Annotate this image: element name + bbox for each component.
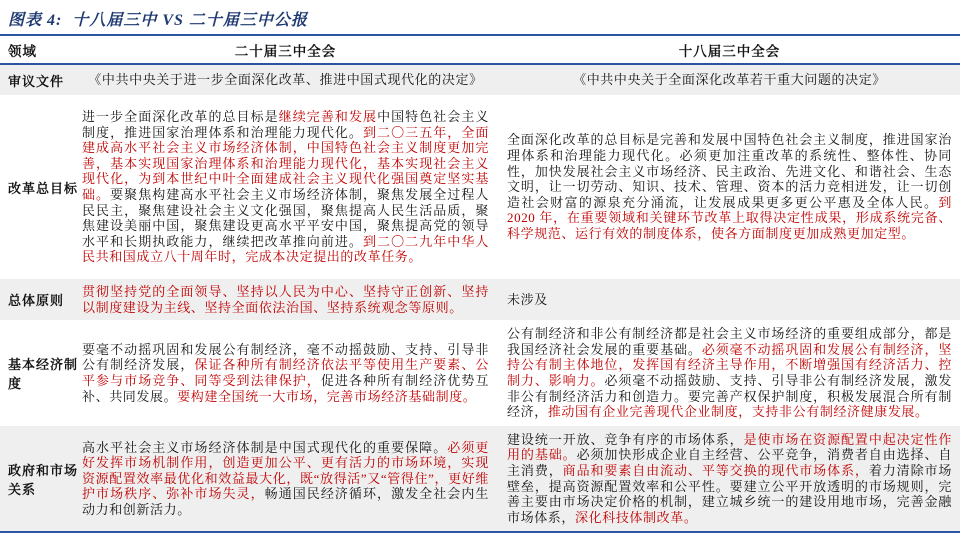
highlighted-text-segment: 到二〇三五年，全面建成高水平社会主义市场经济体制，中国特色社会主义制度更加完善，基本实现国家治理体系和治理能力现代化，基本实现社会主义现代化，为到本世纪中叶全面建成社会主义现代化强国奠定坚实基础。 <box>82 124 489 202</box>
cell-18th-plenum <box>495 279 960 320</box>
cell-18th-plenum <box>495 426 960 531</box>
row-field-text: 政府和市场关系 <box>8 462 79 497</box>
row-field-text: 总体原则 <box>8 293 65 308</box>
cell-20th-plenum <box>78 279 495 320</box>
cell-18th-plenum <box>495 65 960 95</box>
text-segment: 公有制经济和非公有制经济都是社会主义市场经济的重要组成部分，都是我国经济社会发展的重要基础。 <box>507 326 952 357</box>
text-segment: 建设统一开放、竞争有序的市场体系， <box>507 431 744 447</box>
row-field-label <box>0 65 78 95</box>
table-row-jiben <box>0 320 960 426</box>
text-segment: 全面深化改革的总目标是完善和发展中国特色社会主义制度，推进国家治理体系和治理能力现代化。必须更加注重改革的系统性、整体性、协同性，加快发展社会主义市场经济、民主政治、先进文化、和谐社会、生态文明，让一切劳动、知识、技术、管理、资本的活力竞相迸发，让一切创造社会财富的源泉充分涌流，让发展成果更多更公平惠及全体人民。 <box>507 132 952 210</box>
row-field-text: 审议文件 <box>8 73 65 89</box>
text-segment: 必须加快形成企业自主经营、公平竞争，消费者自由选择、自主消费， <box>507 447 952 478</box>
row-field-text: 基本经济制度 <box>8 357 79 391</box>
table-row-gaige <box>0 95 960 279</box>
highlighted-text-segment: 是使市场在资源配置中起决定性作用的基础。 <box>507 431 952 463</box>
highlighted-text-segment: 商品和要素自由流动、平等交换的现代市场体系， <box>562 462 869 478</box>
highlighted-text-segment: 到 2020 年，在重要领域和关键环节改革上取得决定性成果，形成系统完备、科学规范、运行有效的制度体系，使各方面制度更加成熟更加定型。 <box>507 194 952 241</box>
text-segment: 促进各种所有制经济优势互补、共同发展。 <box>82 373 490 404</box>
text-segment: 进一步全面深化改革的总目标是 <box>82 109 279 125</box>
highlighted-text-segment: 继续完善和发展 <box>278 109 378 125</box>
text-segment: 中国特色社会主义制度，推进国家治理体系和治理能力现代化。 <box>82 109 490 140</box>
highlighted-text-segment: 要构建全国统一大市场，完善市场经济基础制度。 <box>177 388 477 404</box>
table-row-zhengfu <box>0 426 960 531</box>
figure-title: 图表 4: 十八届三中 VS 二十届三中公报 <box>8 12 308 29</box>
row-field-text: 改革总目标 <box>8 180 79 196</box>
table-header-row <box>0 36 960 65</box>
highlighted-text-segment: 深化科技体制改革。 <box>575 509 698 525</box>
row-field-label <box>0 279 78 320</box>
text-segment: 《中共中央关于全面深化改革若干重大问题的决定》 <box>573 72 886 88</box>
table-body <box>0 65 960 531</box>
text-segment: 着力清除市场壁垒，提高资源配置效率和公平性。要建立公平开放透明的市场规则，完善主要由市场决定价格的机制，建立城乡统一的建设用地市场，完善金融市场体系， <box>507 462 953 525</box>
cell-18th-plenum <box>495 95 960 279</box>
row-field-label <box>0 95 78 279</box>
header-18th-plenum: 十八届三中全会 <box>678 43 781 59</box>
cell-18th-plenum <box>495 320 960 426</box>
row-field-label <box>0 320 78 426</box>
text-segment: 《中共中央关于进一步全面深化改革、推进中国式现代化的决定》 <box>88 72 483 88</box>
row-field-label <box>0 426 78 531</box>
highlighted-text-segment: 必须毫不动摇巩固和发展公有制经济，坚持公有制主体地位，发挥国有经济主导作用，不断增强国有经济活力、控制力、影响力。 <box>507 341 952 388</box>
cell-20th-plenum <box>78 426 495 531</box>
text-segment: 未涉及 <box>507 291 548 307</box>
table-row-shenyi <box>0 65 960 95</box>
header-field: 领域 <box>8 43 37 59</box>
highlighted-text-segment: 推动国有企业完善现代企业制度，支持非公有制经济健康发展。 <box>547 404 929 420</box>
highlighted-text-segment: 到二〇二九年中华人民共和国成立八十周年时，完成本决定提出的改革任务。 <box>82 233 489 265</box>
text-segment: 必须毫不动摇鼓励、支持、引导非公有制经济发展，激发非公有制经济活力和创造力。要完善产权保护制度，积极发展混合所有制经济， <box>507 373 952 420</box>
header-20th-plenum: 二十届三中全会 <box>234 43 337 59</box>
table-row-zongti <box>0 279 960 320</box>
highlighted-text-segment: 必须更好发挥市场机制作用，创造更加公平、更有活力的市场环境，实现资源配置效率最优化和效益最大化，既“放得活”又“管得住”，更好维护市场秩序、弥补市场失灵， <box>82 439 489 502</box>
text-segment: 要聚焦构建高水平社会主义市场经济体制，聚焦发展全过程人民民主，聚焦建设社会主义文化强国，聚焦提高人民生活品质，聚焦建设美丽中国，聚焦建设更高水平平安中国，聚焦提高党的领导水平和长期执政能力，继续把改革推向前进。 <box>82 187 490 249</box>
cell-20th-plenum <box>78 95 495 279</box>
text-segment: 畅通国民经济循环，激发全社会内生动力和创新活力。 <box>82 486 489 517</box>
cell-20th-plenum <box>78 65 495 95</box>
cell-20th-plenum <box>78 320 495 426</box>
comparison-table <box>0 36 960 533</box>
highlighted-text-segment: 贯彻坚持党的全面领导、坚持以人民为中心、坚持守正创新、坚持以制度建设为主线、坚持全面依法治国、坚持系统观念等原则。 <box>82 283 489 315</box>
highlighted-text-segment: 保证各种所有制经济依法平等使用生产要素、公平参与市场竞争、同等受到法律保护， <box>82 357 489 388</box>
text-segment: 高水平社会主义市场经济体制是中国式现代化的重要保障。 <box>82 439 448 455</box>
text-segment: 要毫不动摇巩固和发展公有制经济，毫不动摇鼓励、支持、引导非公有制经济发展， <box>82 341 489 373</box>
